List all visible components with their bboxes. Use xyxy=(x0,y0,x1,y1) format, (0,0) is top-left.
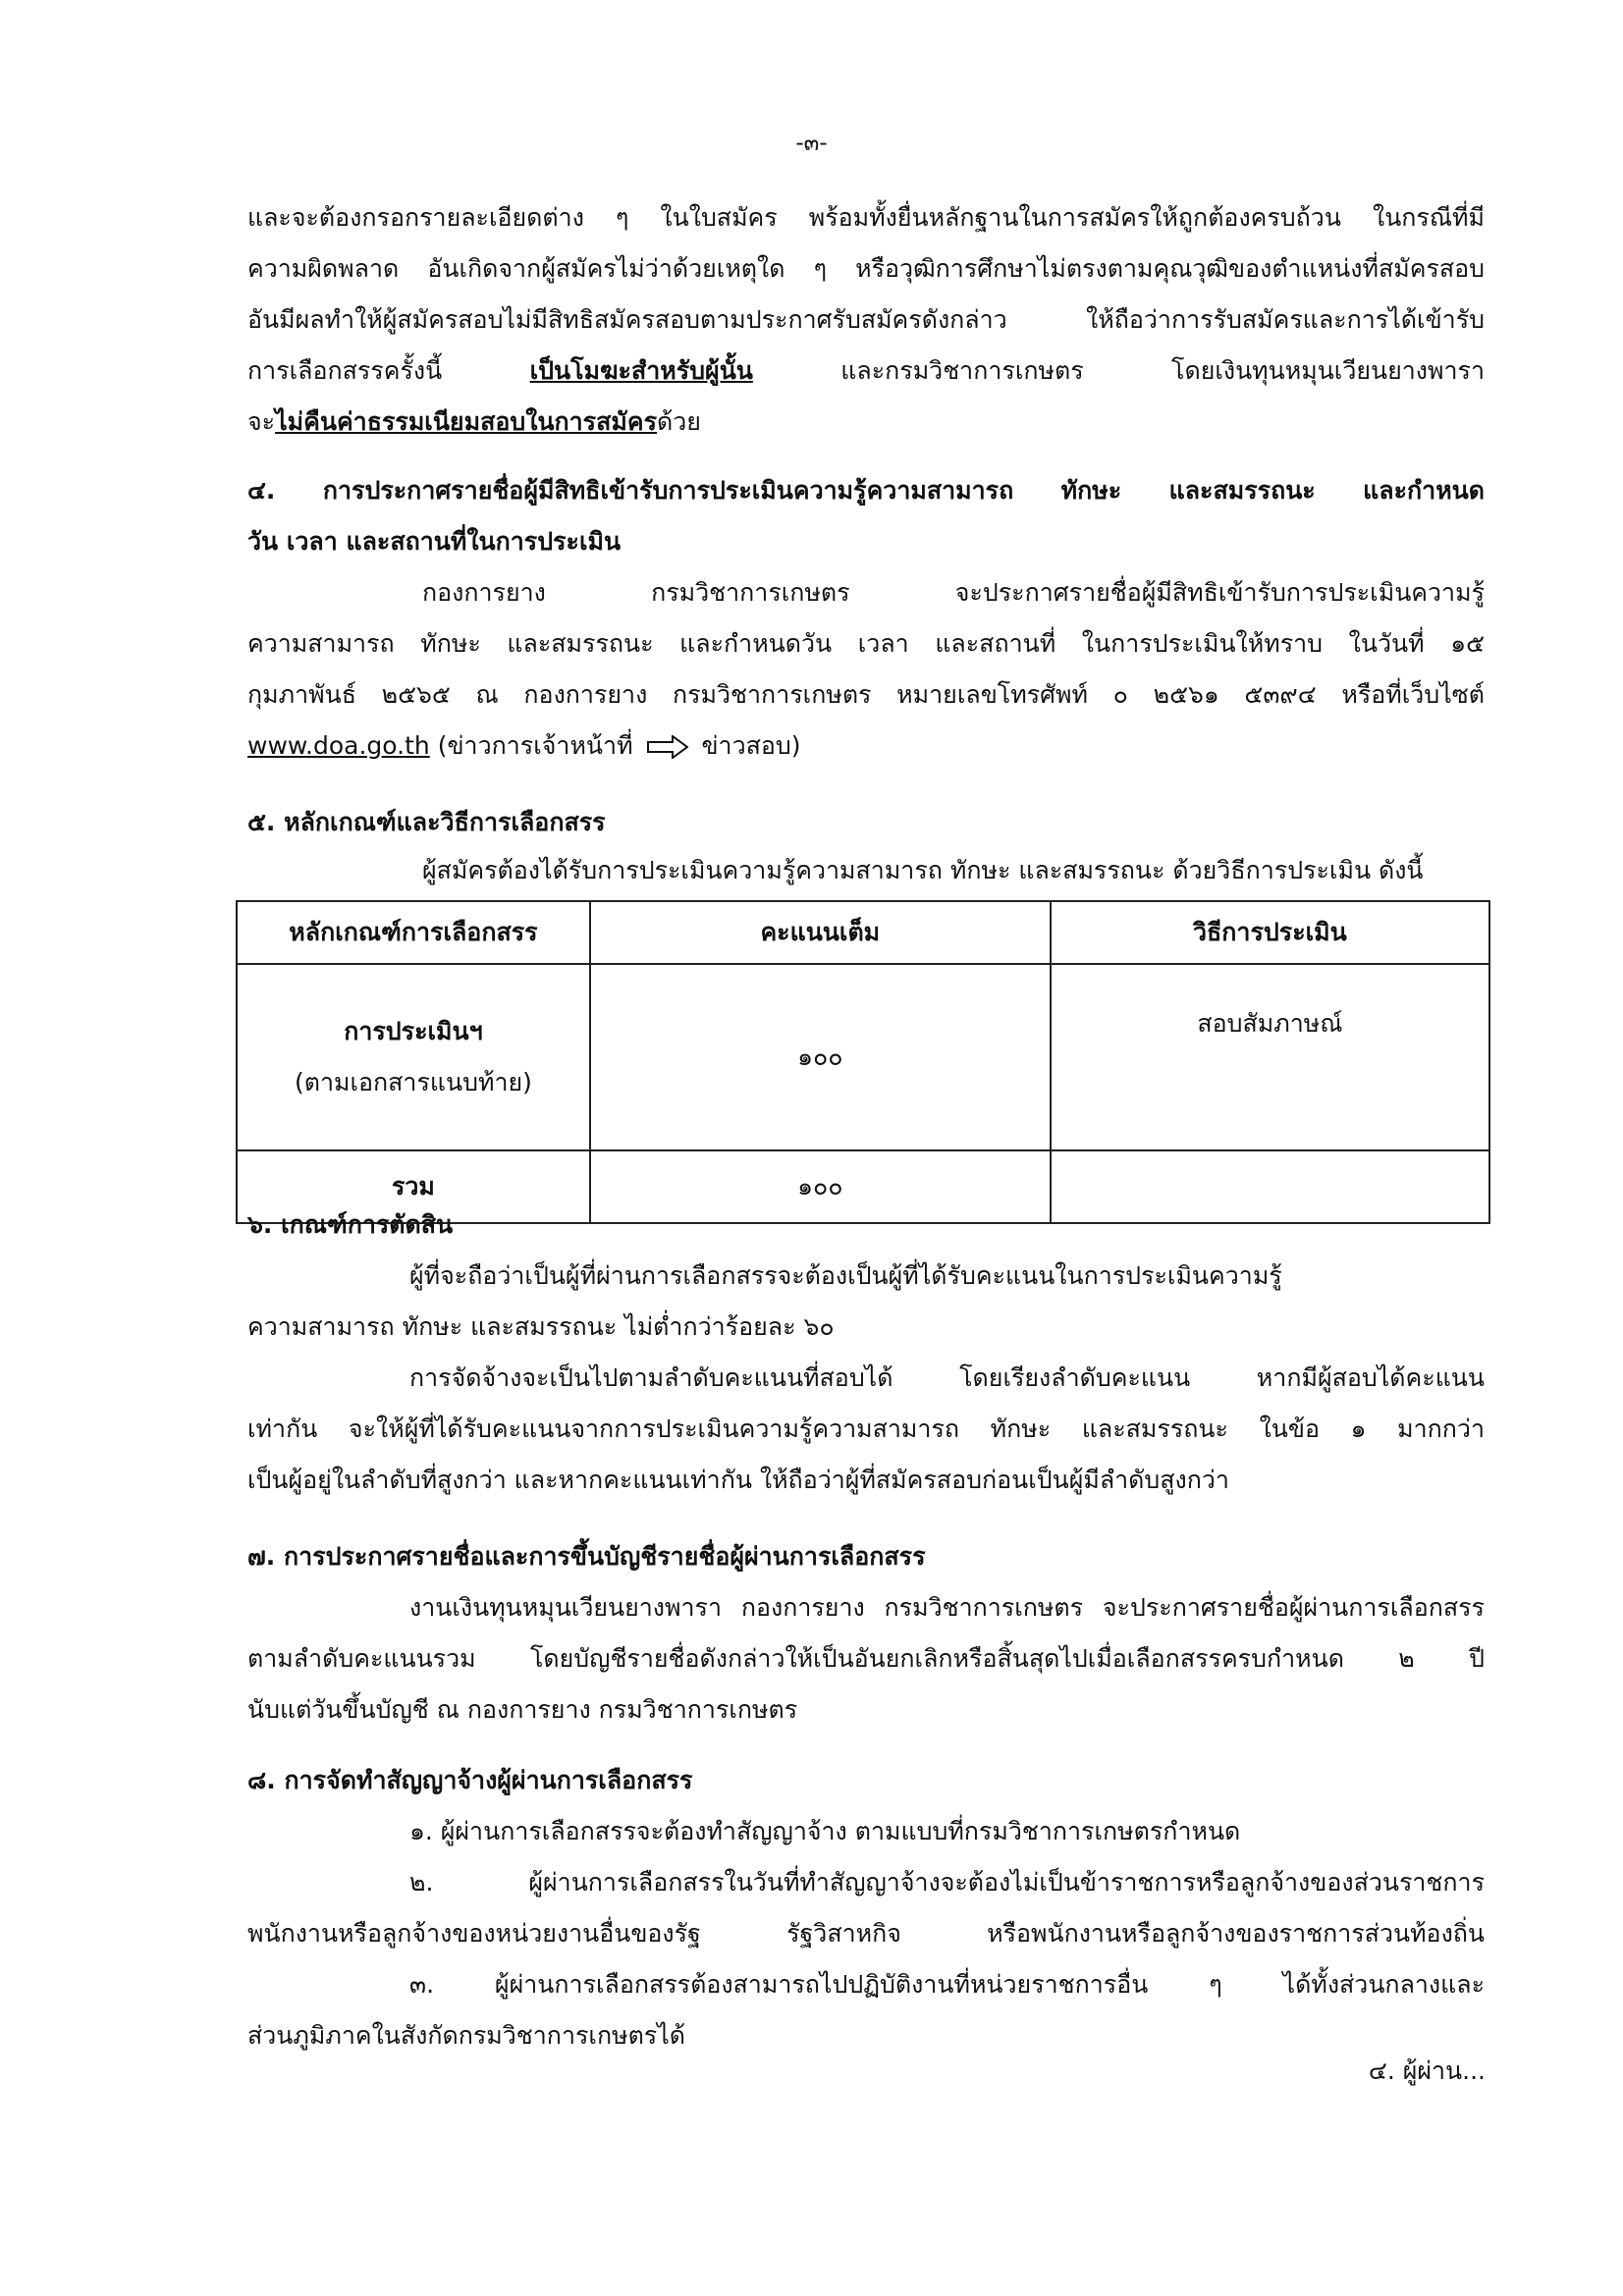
text-line: ผู้ที่จะถือว่าเป็นผู้ที่ผ่านการเลือกสรรจะต้องเป็นผู้ที่ได้รับคะแนนในการประเมินความรู้ xyxy=(409,1261,1282,1290)
arrow-right-icon xyxy=(647,735,688,759)
text-line: ความสามารถ ทักษะ และสมรรถนะ ไม่ต่ำกว่าร้อยละ ๖๐ xyxy=(247,1312,835,1341)
text-fragment: การเลือกสรรครั้งนี้ xyxy=(247,356,443,385)
continuation-marker: ๔. ผู้ผ่าน... xyxy=(1368,2056,1486,2085)
table-cell xyxy=(237,964,590,1150)
table-cell: ๑๐๐ xyxy=(590,964,1051,1150)
text-line: อันมีผลทำให้ผู้สมัครสอบไม่มีสิทธิสมัครสอบตามประกาศรับสมัครดังกล่าว ให้ถือว่าการรับสมัครและการได้เข้ารับ xyxy=(247,305,1485,334)
text-line xyxy=(247,346,1485,397)
section-heading: ๗. การประกาศรายชื่อและการขึ้นบัญชีรายชื่อผู้ผ่านการเลือกสรร xyxy=(247,1542,926,1571)
section-heading: ๕. หลักเกณฑ์และวิธีการเลือกสรร xyxy=(247,808,606,836)
table-header: หลักเกณฑ์การเลือกสรร xyxy=(237,901,590,964)
criterion-name: การประเมินฯ xyxy=(344,1017,483,1045)
section-6 xyxy=(247,1200,1485,1506)
void-emphasis: เป็นโมฆะสำหรับผู้นั้น xyxy=(529,356,753,385)
text-fragment: ด้วย xyxy=(657,407,701,436)
section-heading: ๔. การประกาศรายชื่อผู้มีสิทธิเข้ารับการประเมินความรู้ความสามารถ ทักษะ และสมรรถนะ และกำหนด xyxy=(247,476,1485,505)
section-4 xyxy=(247,465,1485,772)
text-line: และจะต้องกรอกรายละเอียดต่าง ๆ ในใบสมัคร พร้อมทั้งยื่นหลักฐานในการสมัครให้ถูกต้องครบถ้วน ในกรณีที่มี xyxy=(247,203,1485,232)
text-fragment: และกรมวิชาการเกษตร โดยเงินทุนหมุนเวียนยางพารา xyxy=(840,356,1485,385)
text-line: กุมภาพันธ์ ๒๕๖๕ ณ กองการยาง กรมวิชาการเกษตร หมายเลขโทรศัพท์ ๐ ๒๕๖๑ ๕๓๙๔ หรือที่เว็บไซต์ xyxy=(247,680,1485,709)
text-line: ๑. ผู้ผ่านการเลือกสรรจะต้องทำสัญญาจ้าง ตามแบบที่กรมวิชาการเกษตรกำหนด xyxy=(409,1817,1241,1845)
intro-paragraph xyxy=(247,192,1485,448)
text-line: เป็นผู้อยู่ในลำดับที่สูงกว่า และหากคะแนนเท่ากัน ให้ถือว่าผู้ที่สมัครสอบก่อนเป็นผู้มีลำดับสูงกว่า xyxy=(247,1466,1229,1494)
text-line: การจัดจ้างจะเป็นไปตามลำดับคะแนนที่สอบได้ โดยเรียงลำดับคะแนน หากมีผู้สอบได้คะแนน xyxy=(409,1363,1485,1392)
table-row xyxy=(237,964,1489,1150)
text-line: เท่ากัน จะให้ผู้ที่ได้รับคะแนนจากการประเมินความรู้ความสามารถ ทักษะ และสมรรถนะ ในข้อ ๑ มากกว่า xyxy=(247,1415,1485,1443)
no-refund-emphasis: ไม่คืนค่าธรรมเนียมสอบในการสมัคร xyxy=(275,407,657,436)
criteria-table xyxy=(236,900,1490,1224)
website-link[interactable]: www.doa.go.th xyxy=(247,731,430,760)
text-fragment: จะ xyxy=(247,407,276,436)
text-line: ๓. ผู้ผ่านการเลือกสรรต้องสามารถไปปฏิบัติงานที่หน่วยราชการอื่น ๆ ได้ทั้งส่วนกลางและ xyxy=(409,1970,1485,1999)
section-heading: ๖. เกณฑ์การตัดสิน xyxy=(247,1210,454,1239)
criterion-note: (ตามเอกสารแนบท้าย) xyxy=(294,1068,532,1096)
text-fragment: ข่าวสอบ) xyxy=(701,731,801,760)
page-number: -๓- xyxy=(795,131,828,156)
section-heading: ๘. การจัดทำสัญญาจ้างผู้ผ่านการเลือกสรร xyxy=(247,1766,693,1794)
section-heading: วัน เวลา และสถานที่ในการประเมิน xyxy=(247,527,622,556)
text-line: ส่วนภูมิภาคในสังกัดกรมวิชาการเกษตรได้ xyxy=(247,2021,686,2050)
text-line: ความสามารถ ทักษะ และสมรรถนะ และกำหนดวัน เวลา และสถานที่ ในการประเมินให้ทราบ ในวันที่ ๑๕ xyxy=(247,629,1485,658)
text-line: ผู้สมัครต้องได้รับการประเมินความรู้ความสามารถ ทักษะ และสมรรถนะ ด้วยวิธีการประเมิน ดังนี้ xyxy=(422,856,1424,884)
text-line: พนักงานหรือลูกจ้างของหน่วยงานอื่นของรัฐ รัฐวิสาหกิจ หรือพนักงานหรือลูกจ้างของราชการส่วนท้องถิ่น xyxy=(247,1919,1485,1948)
text-line: ความผิดพลาด อันเกิดจากผู้สมัครไม่ว่าด้วยเหตุใด ๆ หรือวุฒิการศึกษาไม่ตรงตามคุณวุฒิของตำแหน่งที่สมัครสอบ xyxy=(247,254,1485,283)
table-header-row xyxy=(237,901,1489,964)
text-line xyxy=(247,721,1485,772)
table-cell: สอบสัมภาษณ์ xyxy=(1051,964,1489,1150)
table-cell: ๑๐๐ xyxy=(590,1150,1051,1223)
table-header: คะแนนเต็ม xyxy=(590,901,1051,964)
table-cell: รวม xyxy=(237,1150,590,1223)
table-header: วิธีการประเมิน xyxy=(1051,901,1489,964)
text-line: ตามลำดับคะแนนรวม โดยบัญชีรายชื่อดังกล่าวให้เป็นอันยกเลิกหรือสิ้นสุดไปเมื่อเลือกสรรครบกำหนด ๒ ปี xyxy=(247,1644,1485,1673)
section-5 xyxy=(247,797,1485,895)
section-7 xyxy=(247,1531,1485,1735)
text-line xyxy=(247,397,1485,448)
text-line: นับแต่วันขึ้นบัญชี ณ กองการยาง กรมวิชาการเกษตร xyxy=(247,1695,798,1724)
text-line: งานเงินทุนหมุนเวียนยางพารา กองการยาง กรมวิชาการเกษตร จะประกาศรายชื่อผู้ผ่านการเลือกสรร xyxy=(409,1593,1485,1622)
text-line: ๒. ผู้ผ่านการเลือกสรรในวันที่ทำสัญญาจ้างจะต้องไม่เป็นข้าราชการหรือลูกจ้างของส่วนราชการ xyxy=(409,1868,1485,1896)
section-8 xyxy=(247,1755,1485,2061)
text-line: กองการยาง กรมวิชาการเกษตร จะประกาศรายชื่อผู้มีสิทธิเข้ารับการประเมินความรู้ xyxy=(422,578,1485,607)
text-fragment: (ข่าวการเจ้าหน้าที่ xyxy=(437,731,633,760)
